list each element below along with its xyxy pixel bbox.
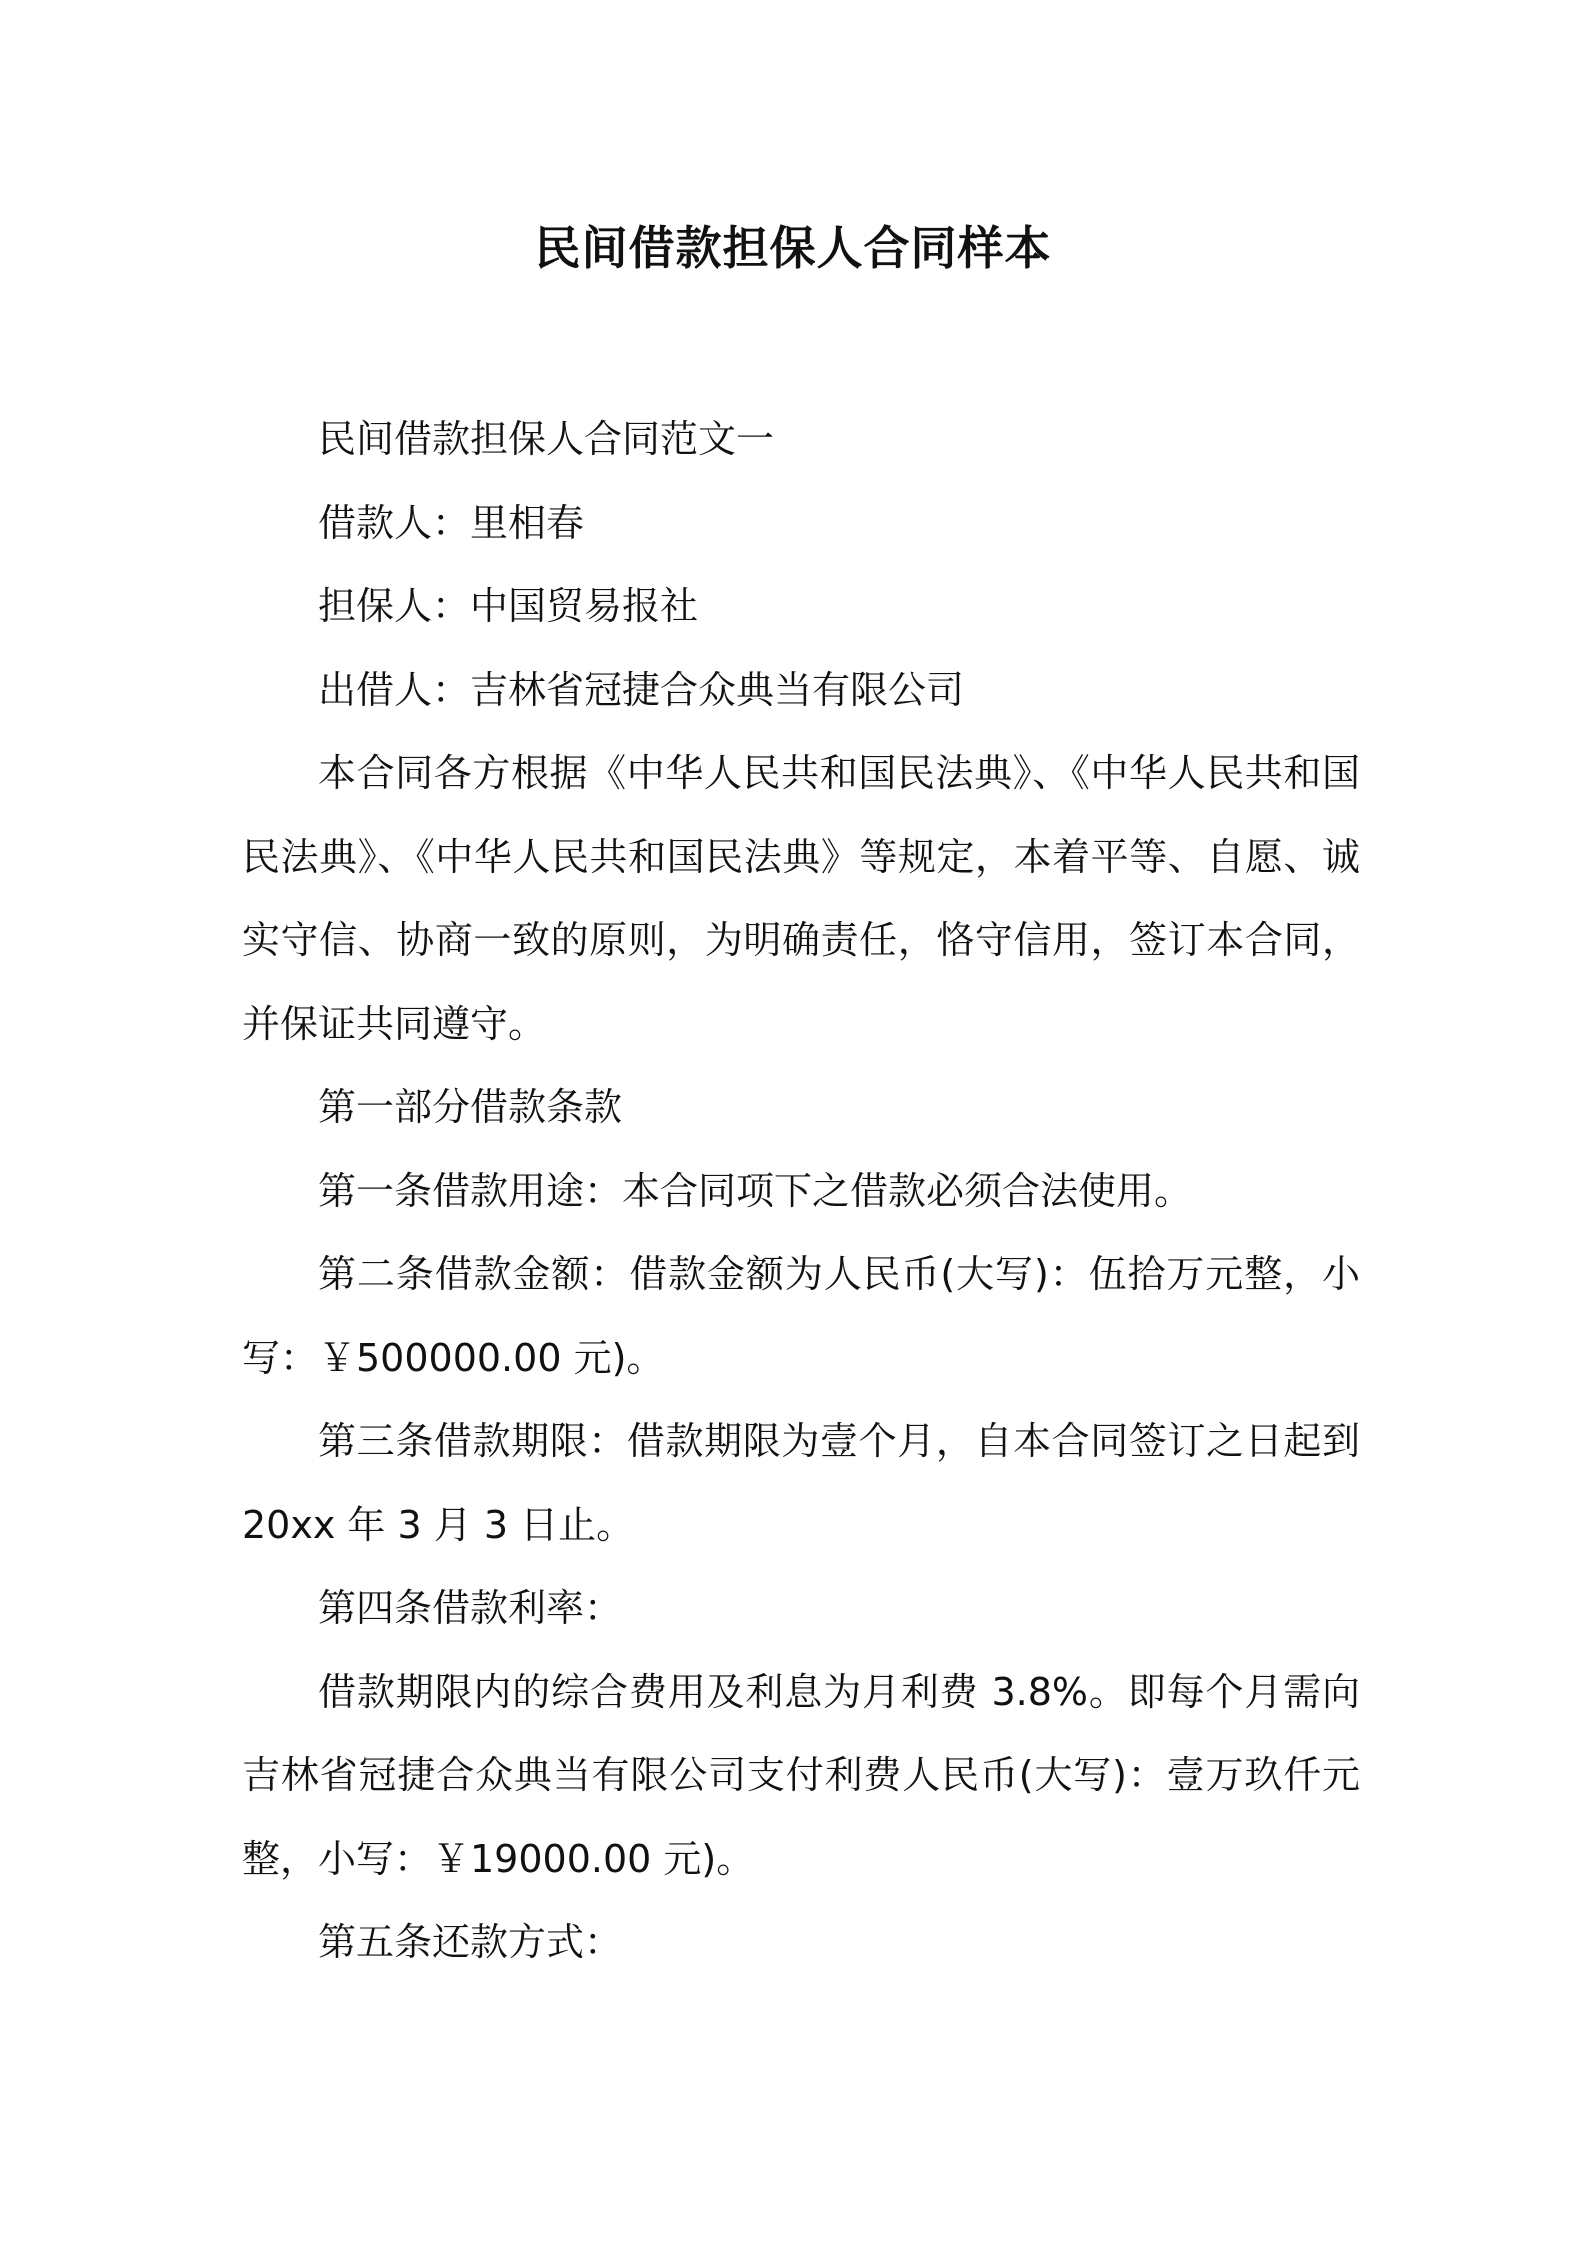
- paragraph-heading-sample: 民间借款担保人合同范文一: [318, 417, 775, 461]
- paragraph-article-4: 第四条借款利率：: [318, 1586, 623, 1630]
- document-title: 民间借款担保人合同样本: [534, 221, 1052, 275]
- paragraph-article-3: 第三条借款期限：借款期限为壹个月，自本合同签订之日起到20xx 年 3 月 3 日止。: [242, 1419, 1360, 1547]
- paragraph-guarantor: 担保人：中国贸易报社: [318, 584, 699, 628]
- paragraph-article-5: 第五条还款方式：: [318, 1920, 623, 1964]
- paragraph-borrower: 借款人：里相春: [318, 500, 585, 545]
- paragraph-article-2: 第二条借款金额：借款金额为人民币(大写)：伍拾万元整，小写：￥500000.00 元)。: [242, 1252, 1360, 1380]
- paragraph-lender: 出借人：吉林省冠捷合众典当有限公司: [318, 667, 965, 712]
- paragraph-article-4-detail: 借款期限内的综合费用及利息为月利费 3.8%。即每个月需向吉林省冠捷合众典当有限公司支付利费人民币(大写)：壹万玖仟元整，小写：￥19000.00 元)。: [242, 1669, 1360, 1881]
- paragraph-part-one-heading: 第一部分借款条款: [318, 1085, 623, 1129]
- paragraph-preamble: 本合同各方根据《中华人民共和国民法典》、《中华人民共和国民法典》、《中华人民共和国民法典》等规定，本着平等、自愿、诚实守信、协商一致的原则，为明确责任，恪守信用，签订本合同，并保证共同遵守。: [242, 751, 1360, 1046]
- document-body: [242, 398, 1360, 1985]
- paragraph-article-1: 第一条借款用途：本合同项下之借款必须合法使用。: [318, 1168, 1193, 1213]
